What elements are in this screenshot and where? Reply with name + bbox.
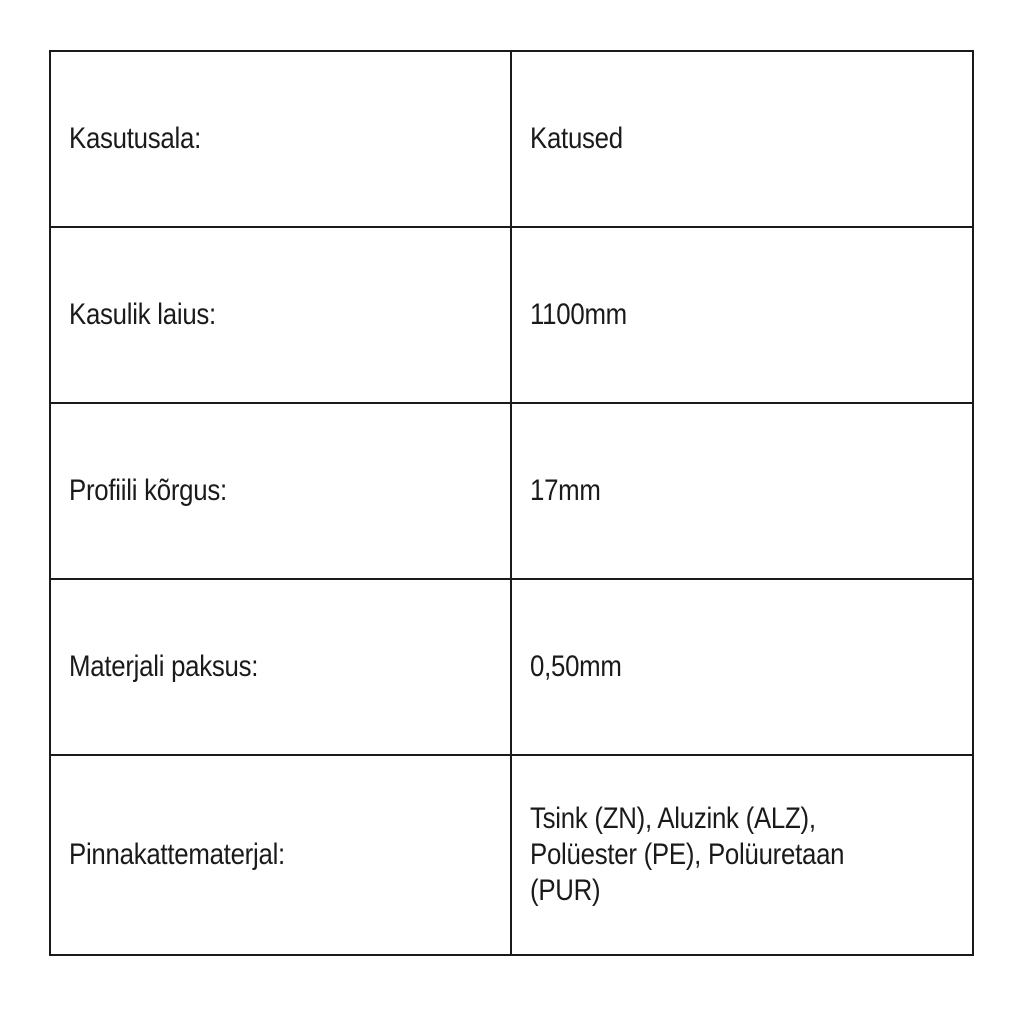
row-label: Profiili kõrgus:	[69, 474, 227, 507]
row-label: Kasulik laius:	[69, 298, 216, 331]
table-row	[50, 755, 973, 955]
value-cell	[511, 227, 973, 403]
row-value-line: Tsink (ZN), Aluzink (ALZ),	[530, 802, 816, 835]
row-value: Katused	[530, 122, 623, 155]
table-row	[50, 403, 973, 579]
row-value: 17mm	[530, 474, 601, 507]
table-row	[50, 579, 973, 755]
row-label: Pinnakattematerjal:	[69, 838, 285, 871]
label-cell	[50, 755, 511, 955]
row-value	[530, 801, 891, 909]
value-cell	[511, 403, 973, 579]
row-label: Kasutusala:	[69, 122, 201, 155]
spec-table	[49, 50, 974, 956]
row-label: Materjali paksus:	[69, 650, 259, 683]
row-value-line: Polüester (PE), Polüuretaan	[530, 838, 845, 871]
row-value: 1100mm	[530, 298, 627, 331]
row-value-line: (PUR)	[530, 874, 601, 907]
value-cell	[511, 755, 973, 955]
value-cell	[511, 579, 973, 755]
table-row	[50, 227, 973, 403]
value-cell	[511, 51, 973, 227]
label-cell	[50, 403, 511, 579]
label-cell	[50, 51, 511, 227]
label-cell	[50, 227, 511, 403]
row-value: 0,50mm	[530, 650, 622, 683]
table-row	[50, 51, 973, 227]
label-cell	[50, 579, 511, 755]
